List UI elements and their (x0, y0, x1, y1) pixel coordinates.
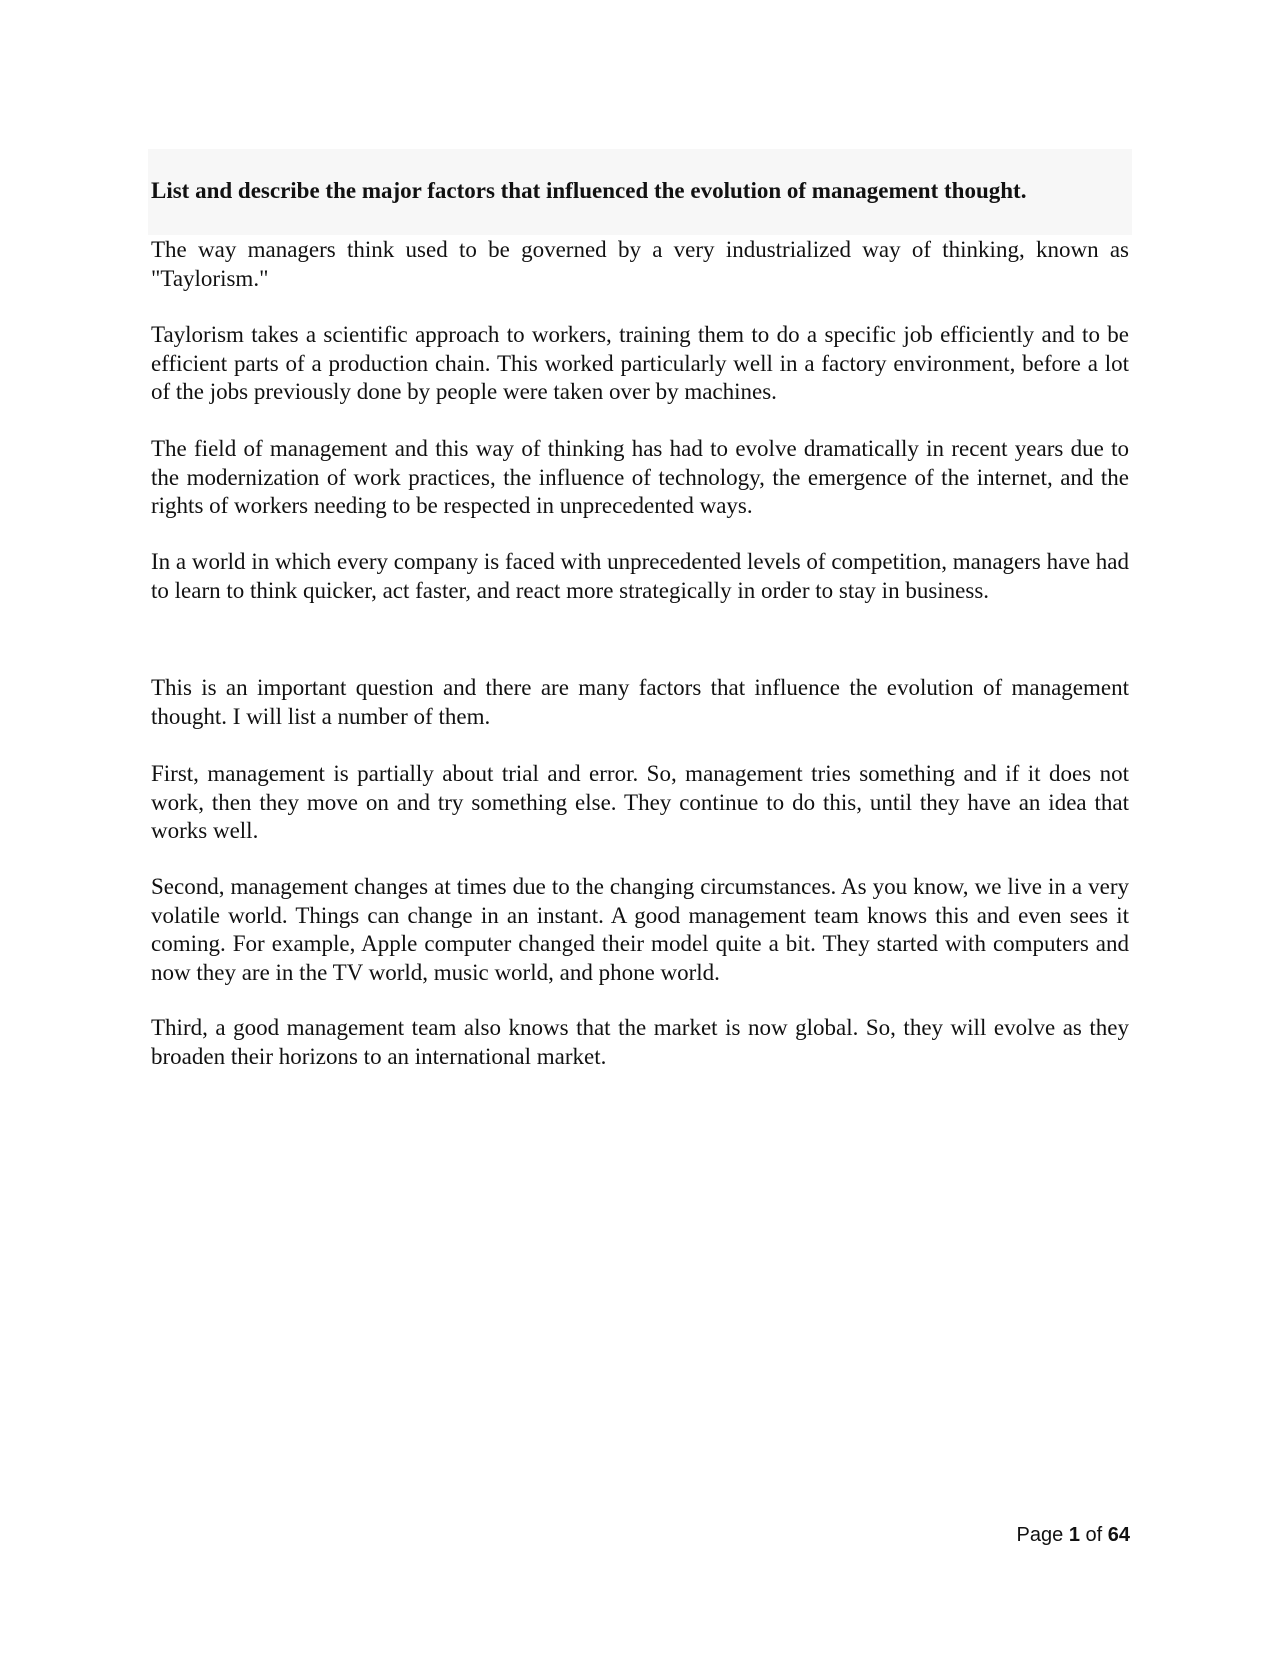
paragraph-third-factor: Third, a good management team also knows that the market is now global. So, they will evolve as they broaden their horizons to an international market. (151, 1015, 1129, 1069)
page-label: Page (1016, 1524, 1064, 1546)
paragraph-first-factor: First, management is partially about trial and error. So, management tries something and if it does not work, then they move on and try something else. They continue to do this, until they have an idea that works well. (151, 761, 1129, 843)
current-page-number: 1 (1068, 1524, 1080, 1546)
paragraph-taylorism-description: Taylorism takes a scientific approach to workers, training them to do a specific job efficiently and to be efficient parts of a production chain. This worked particularly well in a factory environment, before a lot of the jobs previously done by people were taken over by machines. (151, 322, 1129, 404)
paragraph-evolution: The field of management and this way of thinking has had to evolve dramatically in recent years due to the modernization of work practices, the influence of technology, the emergence of the internet, and the rights of workers needing to be respected in unprecedented ways. (151, 436, 1129, 518)
page-title: List and describe the major factors that influenced the evolution of management thought. (151, 178, 1027, 203)
paragraph-second-factor: Second, management changes at times due to the changing circumstances. As you know, we live in a very volatile world. Things can change in an instant. A good management team knows this and even sees it coming. For example, Apple computer changed their model quite a bit. They started with computers and now they are in the TV world, music world, and phone world. (151, 874, 1129, 985)
paragraph-important-question: This is an important question and there are many factors that influence the evolution of management thought. I will list a number of them. (151, 675, 1129, 729)
page-number-footer (900, 1523, 1130, 1547)
paragraph-competition: In a world in which every company is faced with unprecedented levels of competition, managers have had to learn to think quicker, act faster, and react more strategically in order to stay in business. (151, 549, 1129, 603)
of-label: of (1085, 1524, 1103, 1546)
paragraph-taylorism-intro: The way managers think used to be governed by a very industrialized way of thinking, known as "Taylorism." (151, 237, 1129, 291)
total-pages-number: 64 (1107, 1524, 1130, 1546)
